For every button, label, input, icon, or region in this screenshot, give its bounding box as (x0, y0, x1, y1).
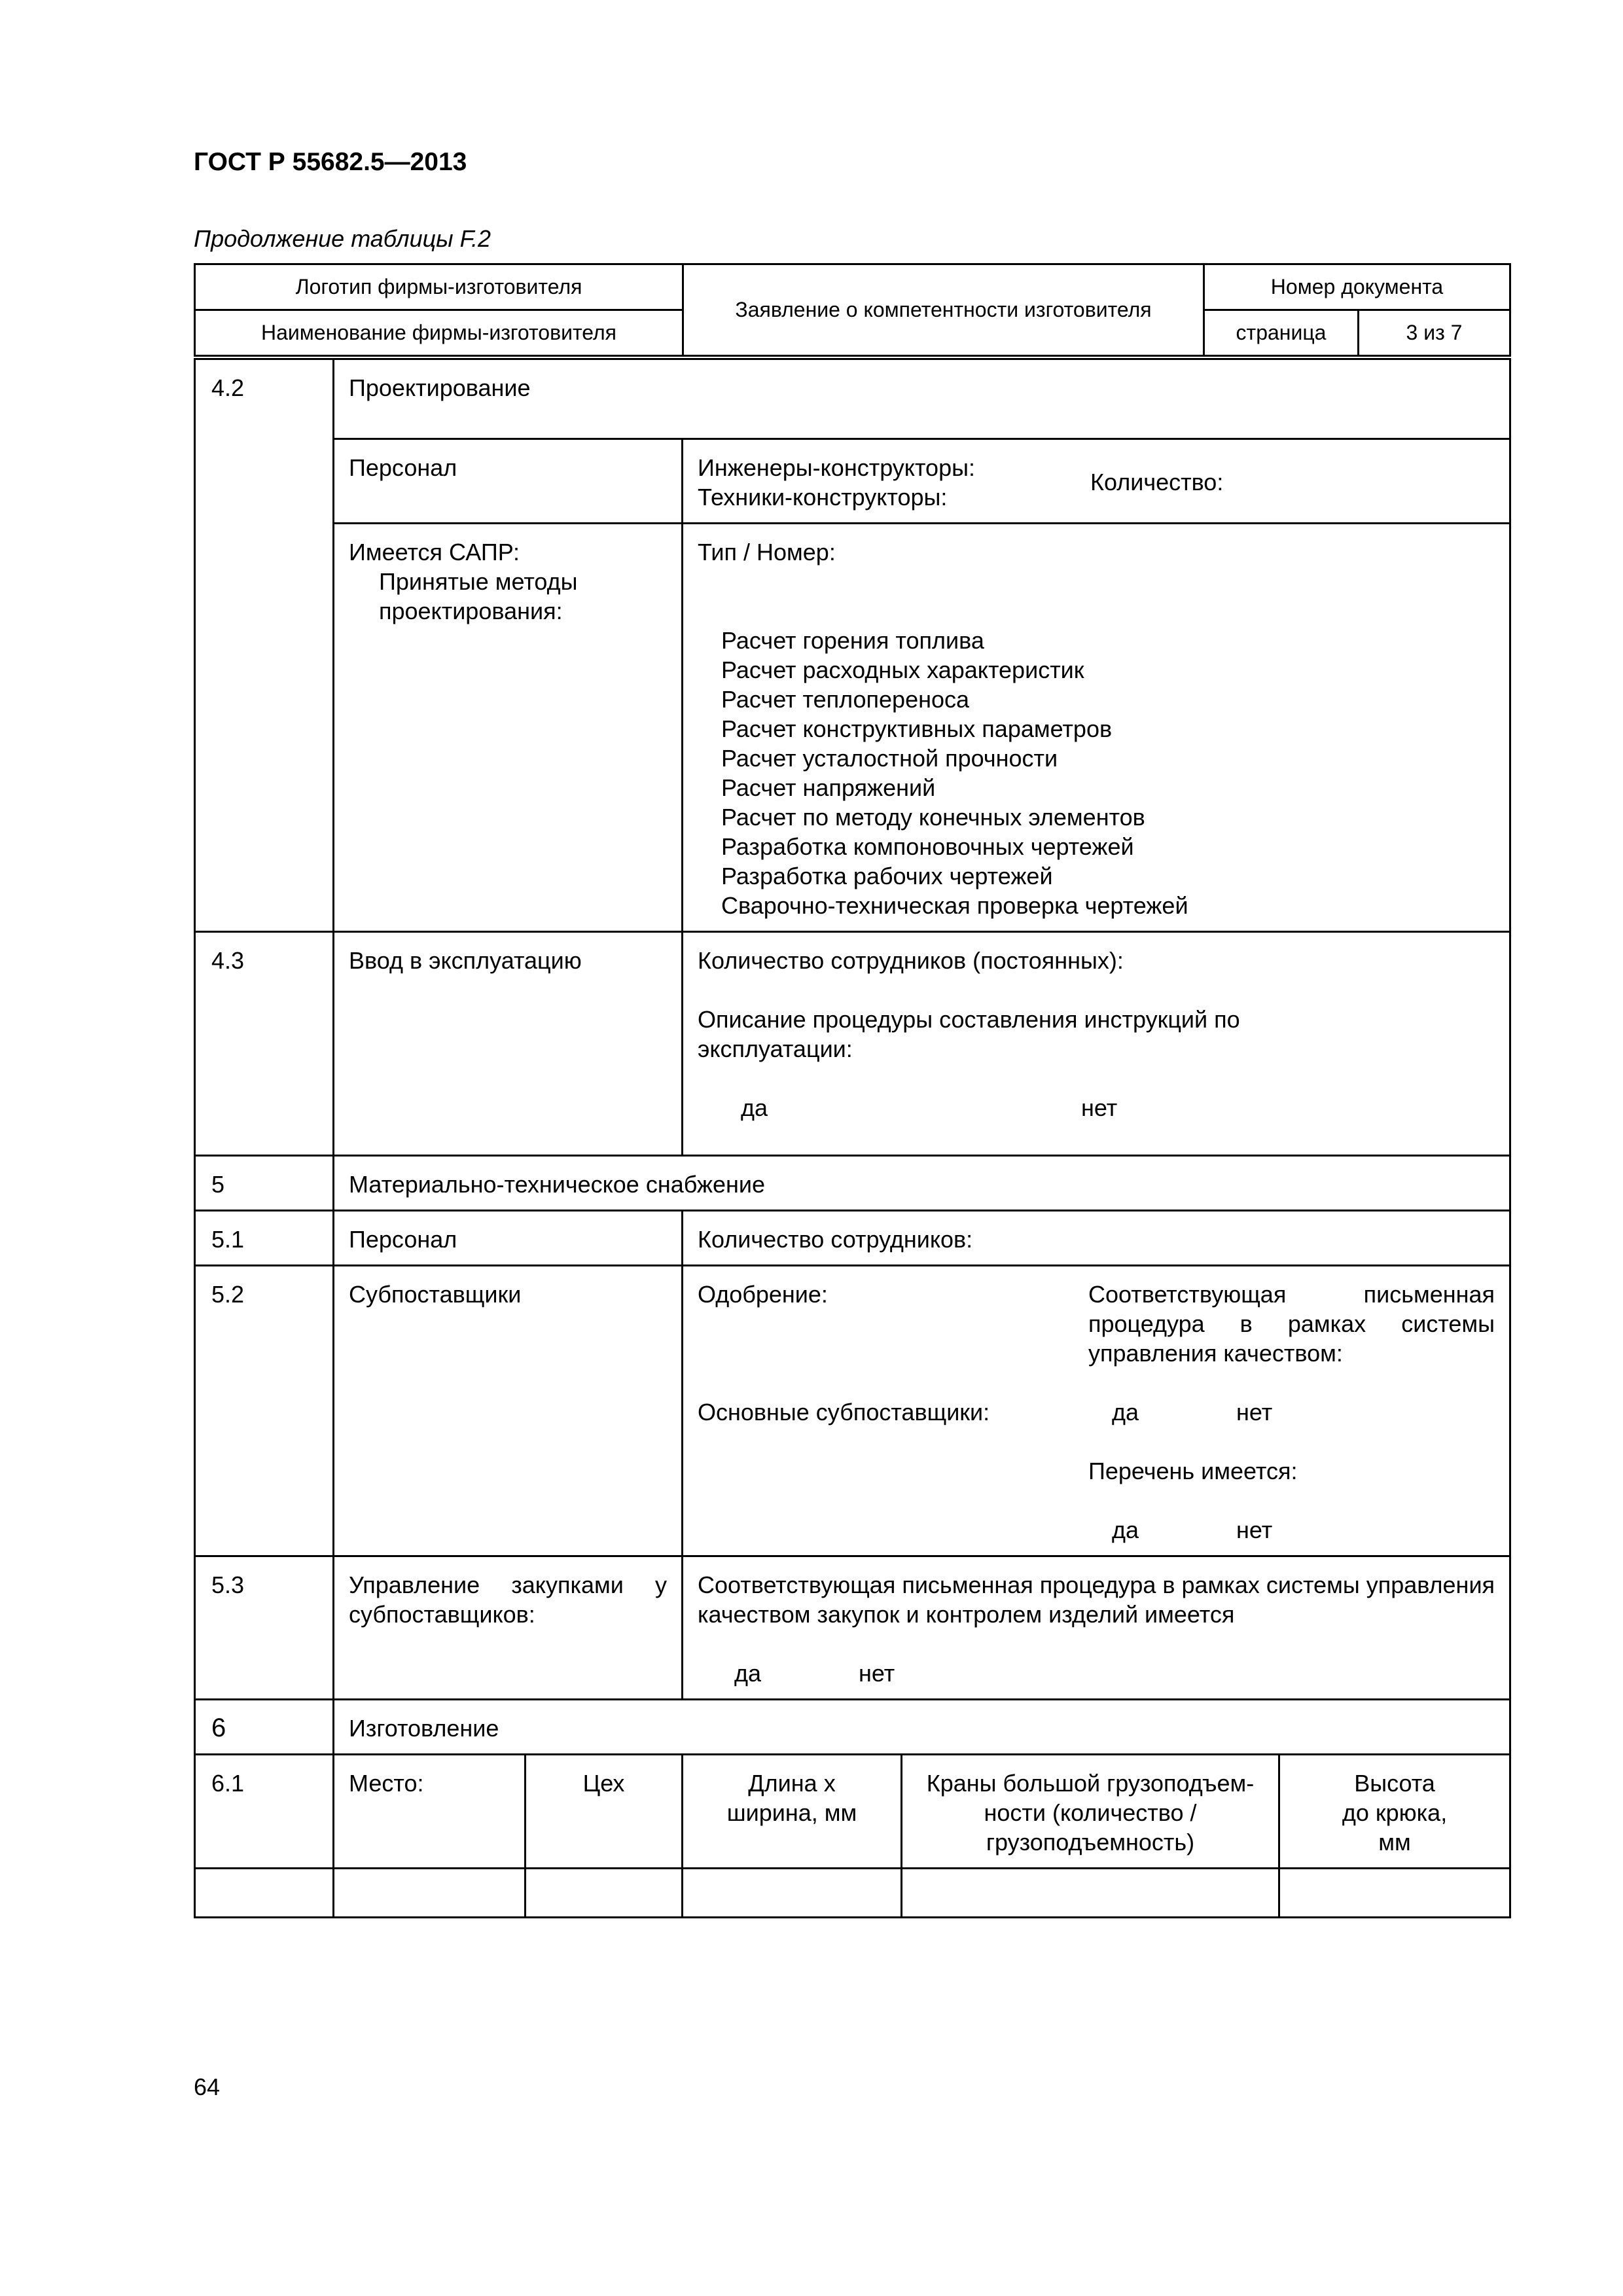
size-header-line1: Длина х (748, 1770, 836, 1797)
list-item: Расчет по методу конечных элементов (721, 804, 1145, 831)
table-row (195, 1266, 1510, 1556)
form-header-table (194, 263, 1511, 357)
hook-height-line3: мм (1378, 1829, 1411, 1856)
methods-label-line2: проектирования: (379, 598, 563, 624)
cad-cell (334, 524, 683, 932)
engineers-label: Инженеры-конструкторы: (698, 454, 975, 481)
row-title: Материально-техническое снабжение (334, 1156, 1510, 1211)
competence-table (194, 358, 1511, 1918)
list-item: Разработка рабочих чертежей (721, 863, 1053, 889)
cad-details (683, 524, 1510, 932)
empty-cell (683, 1869, 902, 1918)
list-item: Расчет конструктивных параметров (721, 715, 1113, 742)
table-row (195, 1211, 1510, 1266)
table-row (195, 1156, 1510, 1211)
page-label: страница (1204, 310, 1359, 356)
table-caption: Продолжение таблицы F.2 (194, 225, 491, 252)
yes-option: да (741, 1094, 768, 1121)
logo-label: Логотип фирмы-изготовителя (195, 264, 683, 310)
quantity-label: Количество: (1090, 469, 1224, 495)
row-number: 6 (195, 1700, 334, 1755)
row-number: 4.2 (195, 359, 334, 932)
empty-cell (195, 1869, 334, 1918)
procedure-line2: эксплуатации: (698, 1035, 853, 1062)
row-title: Управление закупками у субпоставщиков: (334, 1556, 683, 1700)
table-row (195, 1869, 1510, 1918)
cranes-header (902, 1755, 1279, 1869)
company-name-label: Наименование фирмы-изготовителя (195, 310, 683, 356)
procedure-line1: Описание процедуры составления инструкций по (698, 1006, 1240, 1033)
row-title: Проектирование (334, 359, 1510, 439)
document-title: ГОСТ Р 55682.5—2013 (194, 148, 467, 176)
table-row (195, 359, 1510, 439)
subsuppliers-details (683, 1266, 1510, 1556)
commissioning-details (683, 932, 1510, 1156)
list-item: Расчет горения топлива (721, 627, 984, 654)
list-item: Расчет напряжений (721, 774, 936, 801)
row-number: 5.3 (195, 1556, 334, 1700)
place-label: Место: (334, 1755, 526, 1869)
yes-option: да (734, 1660, 762, 1687)
empty-cell (1279, 1869, 1510, 1918)
list-item: Расчет усталостной прочности (721, 745, 1058, 772)
cranes-header-line3: грузоподъемность) (986, 1829, 1195, 1856)
table-row (195, 1755, 1510, 1869)
yes-option: да (1112, 1399, 1139, 1426)
hook-height-line2: до крюка, (1342, 1799, 1448, 1826)
page-value: 3 из 7 (1359, 310, 1510, 356)
main-subsuppliers-label: Основные субпоставщики: (698, 1399, 990, 1426)
table-row (195, 1700, 1510, 1755)
cranes-header-line2: ности (количество / (984, 1799, 1197, 1826)
cad-label: Имеется САПР: (349, 539, 520, 565)
size-header-line2: ширина, мм (726, 1799, 857, 1826)
statement-label: Заявление о компетентности изготовителя (683, 264, 1204, 356)
row-number: 5.1 (195, 1211, 334, 1266)
row-title: Субпоставщики (334, 1266, 683, 1556)
list-item: Расчет теплопереноса (721, 686, 970, 713)
hook-height-header (1279, 1755, 1510, 1869)
staff-count-label: Количество сотрудников (постоянных): (698, 947, 1124, 974)
page-number: 64 (194, 2073, 221, 2100)
no-option: нет (1236, 1516, 1273, 1543)
size-header (683, 1755, 902, 1869)
empty-cell (334, 1869, 526, 1918)
workshop-header: Цех (526, 1755, 683, 1869)
procedure-text: Соответствующая письменная процедура в рамках системы управления качеством закупок и контролем изделий имеется (698, 1571, 1495, 1628)
table-row (195, 439, 1510, 524)
staff-count-label: Количество сотрудников: (683, 1211, 1510, 1266)
list-item: Расчет расходных характеристик (721, 656, 1084, 683)
personnel-details (683, 439, 1510, 524)
table-row (195, 932, 1510, 1156)
table-row (195, 1556, 1510, 1700)
table-row (195, 524, 1510, 932)
list-item: Разработка компоновочных чертежей (721, 833, 1134, 860)
doc-number-label: Номер документа (1204, 264, 1510, 310)
empty-cell (902, 1869, 1279, 1918)
row-title: Изготовление (334, 1700, 1510, 1755)
row-number: 5 (195, 1156, 334, 1211)
no-option: нет (859, 1660, 895, 1687)
row-number: 4.3 (195, 932, 334, 1156)
technicians-label: Техники-конструкторы: (698, 484, 948, 511)
methods-label-line1: Принятые методы (379, 568, 578, 595)
personnel-label: Персонал (334, 439, 683, 524)
list-item: Сварочно-техническая проверка чертежей (721, 892, 1188, 919)
cranes-header-line1: Краны большой грузоподъем- (926, 1770, 1255, 1797)
row-number: 6.1 (195, 1755, 334, 1869)
row-number: 5.2 (195, 1266, 334, 1556)
approval-label: Одобрение: (698, 1281, 828, 1308)
type-number-label: Тип / Номер: (698, 539, 836, 565)
row-title: Ввод в эксплуатацию (334, 932, 683, 1156)
row-title: Персонал (334, 1211, 683, 1266)
list-available-label: Перечень имеется: (1088, 1458, 1298, 1484)
no-option: нет (1236, 1399, 1273, 1426)
design-methods-list (698, 626, 1495, 920)
yes-option: да (1112, 1516, 1139, 1543)
procedure-text: Соответствующая письменная процедура в рамках системы управления качеством: (1088, 1281, 1495, 1367)
hook-height-line1: Высота (1354, 1770, 1435, 1797)
purchasing-details (683, 1556, 1510, 1700)
no-option: нет (1081, 1094, 1118, 1121)
empty-cell (526, 1869, 683, 1918)
